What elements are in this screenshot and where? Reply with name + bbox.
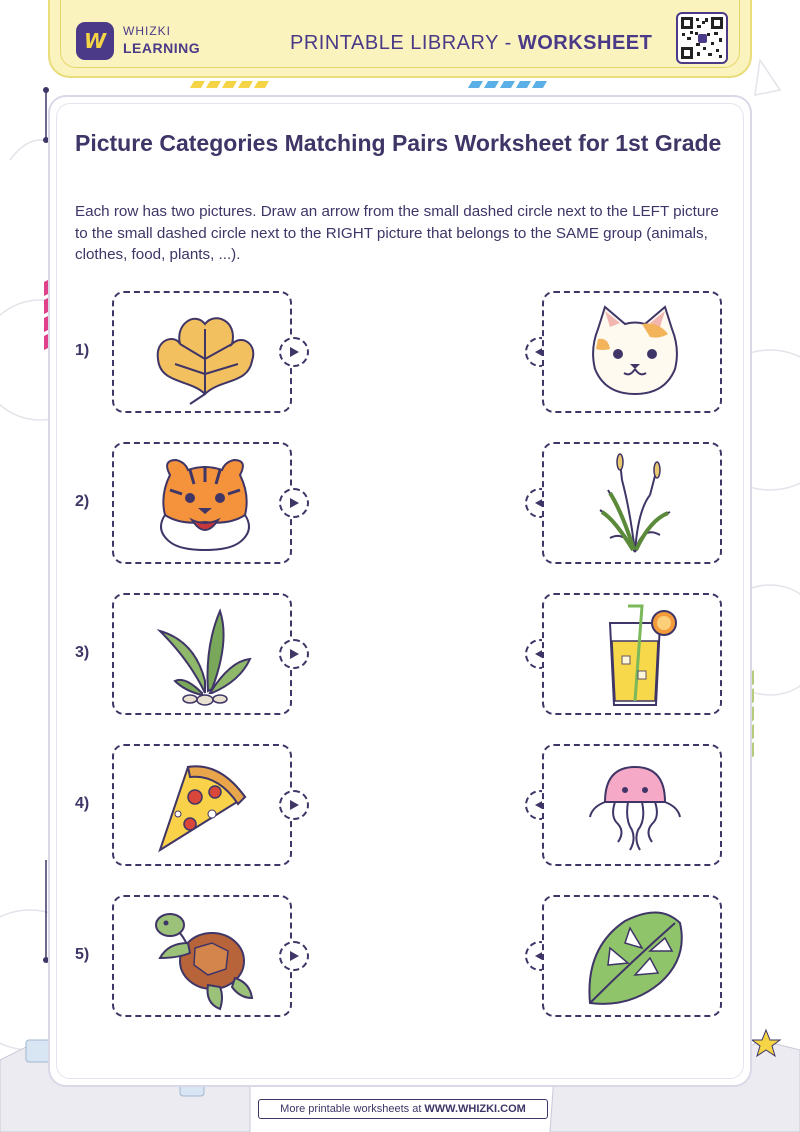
site-header <box>48 0 752 78</box>
left-connect-dot[interactable] <box>279 790 309 820</box>
water-plant-icon <box>150 601 260 711</box>
footer-banner <box>258 1099 548 1119</box>
right-picture-box <box>542 744 722 866</box>
footer-prefix: More printable worksheets at <box>280 1103 422 1115</box>
worksheet-instructions: Each row has two pictures. Draw an arrow from the small dashed circle next to the LEFT picture to the small dashed circle next to the RIGHT picture that belongs to the SAME group (animals, clothes, food, plants, ...). <box>75 203 719 263</box>
jellyfish-icon <box>580 752 690 862</box>
right-picture-box <box>542 593 722 715</box>
qr-code-icon <box>676 12 728 64</box>
left-connect-dot[interactable] <box>279 337 309 367</box>
whizki-logo-icon: W <box>76 22 114 60</box>
grass-plant-icon <box>580 450 690 560</box>
row-number: 4) <box>75 795 90 812</box>
right-picture-box <box>542 895 722 1017</box>
worksheet-title: Picture Categories Matching Pairs Worksheet for 1st Grade <box>75 130 722 156</box>
leaf-icon <box>150 299 260 409</box>
pizza-slice-icon <box>150 752 260 862</box>
right-picture-box <box>542 442 722 564</box>
left-picture-box <box>112 895 292 1017</box>
left-connect-dot[interactable] <box>279 941 309 971</box>
left-connect-dot[interactable] <box>279 488 309 518</box>
left-connect-dot[interactable] <box>279 639 309 669</box>
brand-subname: LEARNING <box>123 40 201 56</box>
left-picture-box <box>112 442 292 564</box>
sea-turtle-icon <box>150 903 260 1013</box>
row-number: 1) <box>75 342 90 359</box>
cat-face-icon <box>580 299 690 409</box>
right-picture-box <box>542 291 722 413</box>
left-picture-box <box>112 291 292 413</box>
left-picture-box <box>112 593 292 715</box>
yellow-stripes <box>192 81 267 88</box>
lemonade-glass-icon <box>580 601 690 711</box>
row-number: 2) <box>75 493 90 510</box>
blue-stripes <box>470 81 545 88</box>
row-number: 3) <box>75 644 90 661</box>
tiger-face-icon <box>150 450 260 560</box>
row-number: 5) <box>75 946 90 963</box>
left-picture-box <box>112 744 292 866</box>
footer-site-link[interactable]: WWW.WHIZKI.COM <box>424 1103 526 1115</box>
header-title: PRINTABLE LIBRARY - WORKSHEET <box>290 32 653 54</box>
monstera-leaf-icon <box>580 903 690 1013</box>
brand-name: WHIZKI <box>123 24 171 38</box>
